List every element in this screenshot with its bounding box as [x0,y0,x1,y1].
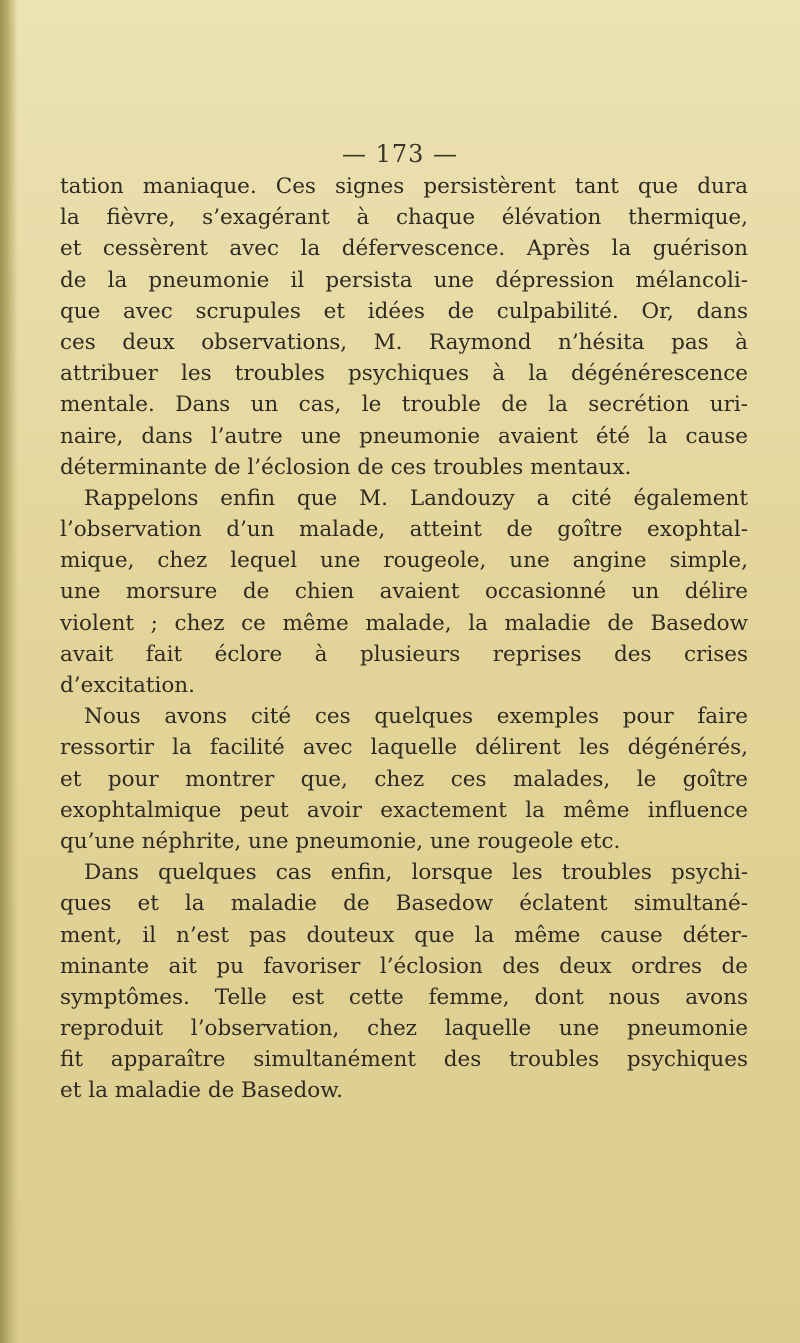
text-line: violent ; chez ce même malade, la maladie de Basedow [60,610,748,636]
body-text [60,171,748,1107]
text-line: de la pneumonie il persista une dépression mélancoli- [60,267,748,293]
text-line: l’observation d’un malade, atteint de goître exophtal- [60,517,748,543]
text-line: déterminante de l’éclosion de ces troubles mentaux. [60,454,632,480]
text-line: exophtalmique peut avoir exactement la même influence [60,797,748,823]
paragraph-start-line: Rappelons enfin que M. Landouzy a cité également [84,485,748,511]
text-line: et cessèrent avec la défervescence. Après la guérison [60,236,748,262]
text-line: et la maladie de Basedow. [60,1078,343,1104]
text-line: attribuer les troubles psychiques à la dégénérescence [60,361,748,387]
text-line: avait fait éclore à plusieurs reprises des crises [60,641,748,667]
text-line: tation maniaque. Ces signes persistèrent tant que dura [60,174,748,199]
text-line: qu’une néphrite, une pneumonie, une rougeole etc. [60,828,621,854]
text-line: ces deux observations, M. Raymond n’hésita pas à [60,329,748,355]
text-line: mique, chez lequel une rougeole, une angine simple, [60,548,748,574]
text-line: symptômes. Telle est cette femme, dont nous avons [60,984,748,1010]
text-line: d’excitation. [60,673,195,698]
text-line: mentale. Dans un cas, le trouble de la secrétion uri- [60,392,748,418]
text-line: minante ait pu favoriser l’éclosion des deux ordres de [60,953,748,979]
text-line: la fièvre, s’exagérant à chaque élévation thermique, [60,205,748,231]
paragraph-start-line: Nous avons cité ces quelques exemples pour faire [84,704,748,730]
text-line: naire, dans l’autre une pneumonie avaient été la cause [60,423,748,449]
page-binding-edge [0,0,18,1343]
text-line: que avec scrupules et idées de culpabilité. Or, dans [60,298,748,324]
page-number: — 173 — [341,140,459,168]
text-line: et pour montrer que, chez ces malades, le goître [60,766,748,792]
text-line: ques et la maladie de Basedow éclatent simultané- [60,891,748,917]
text-line: ressortir la facilité avec laquelle délirent les dégénérés, [60,735,748,761]
text-line: fit apparaître simultanément des troubles psychiques [60,1047,748,1073]
text-line: reproduit l’observation, chez laquelle une pneumonie [60,1016,748,1042]
paragraph-start-line: Dans quelques cas enfin, lorsque les troubles psychi- [84,860,748,886]
text-line: ment, il n’est pas douteux que la même cause déter- [60,922,748,948]
text-line: une morsure de chien avaient occasionné un délire [60,579,748,605]
